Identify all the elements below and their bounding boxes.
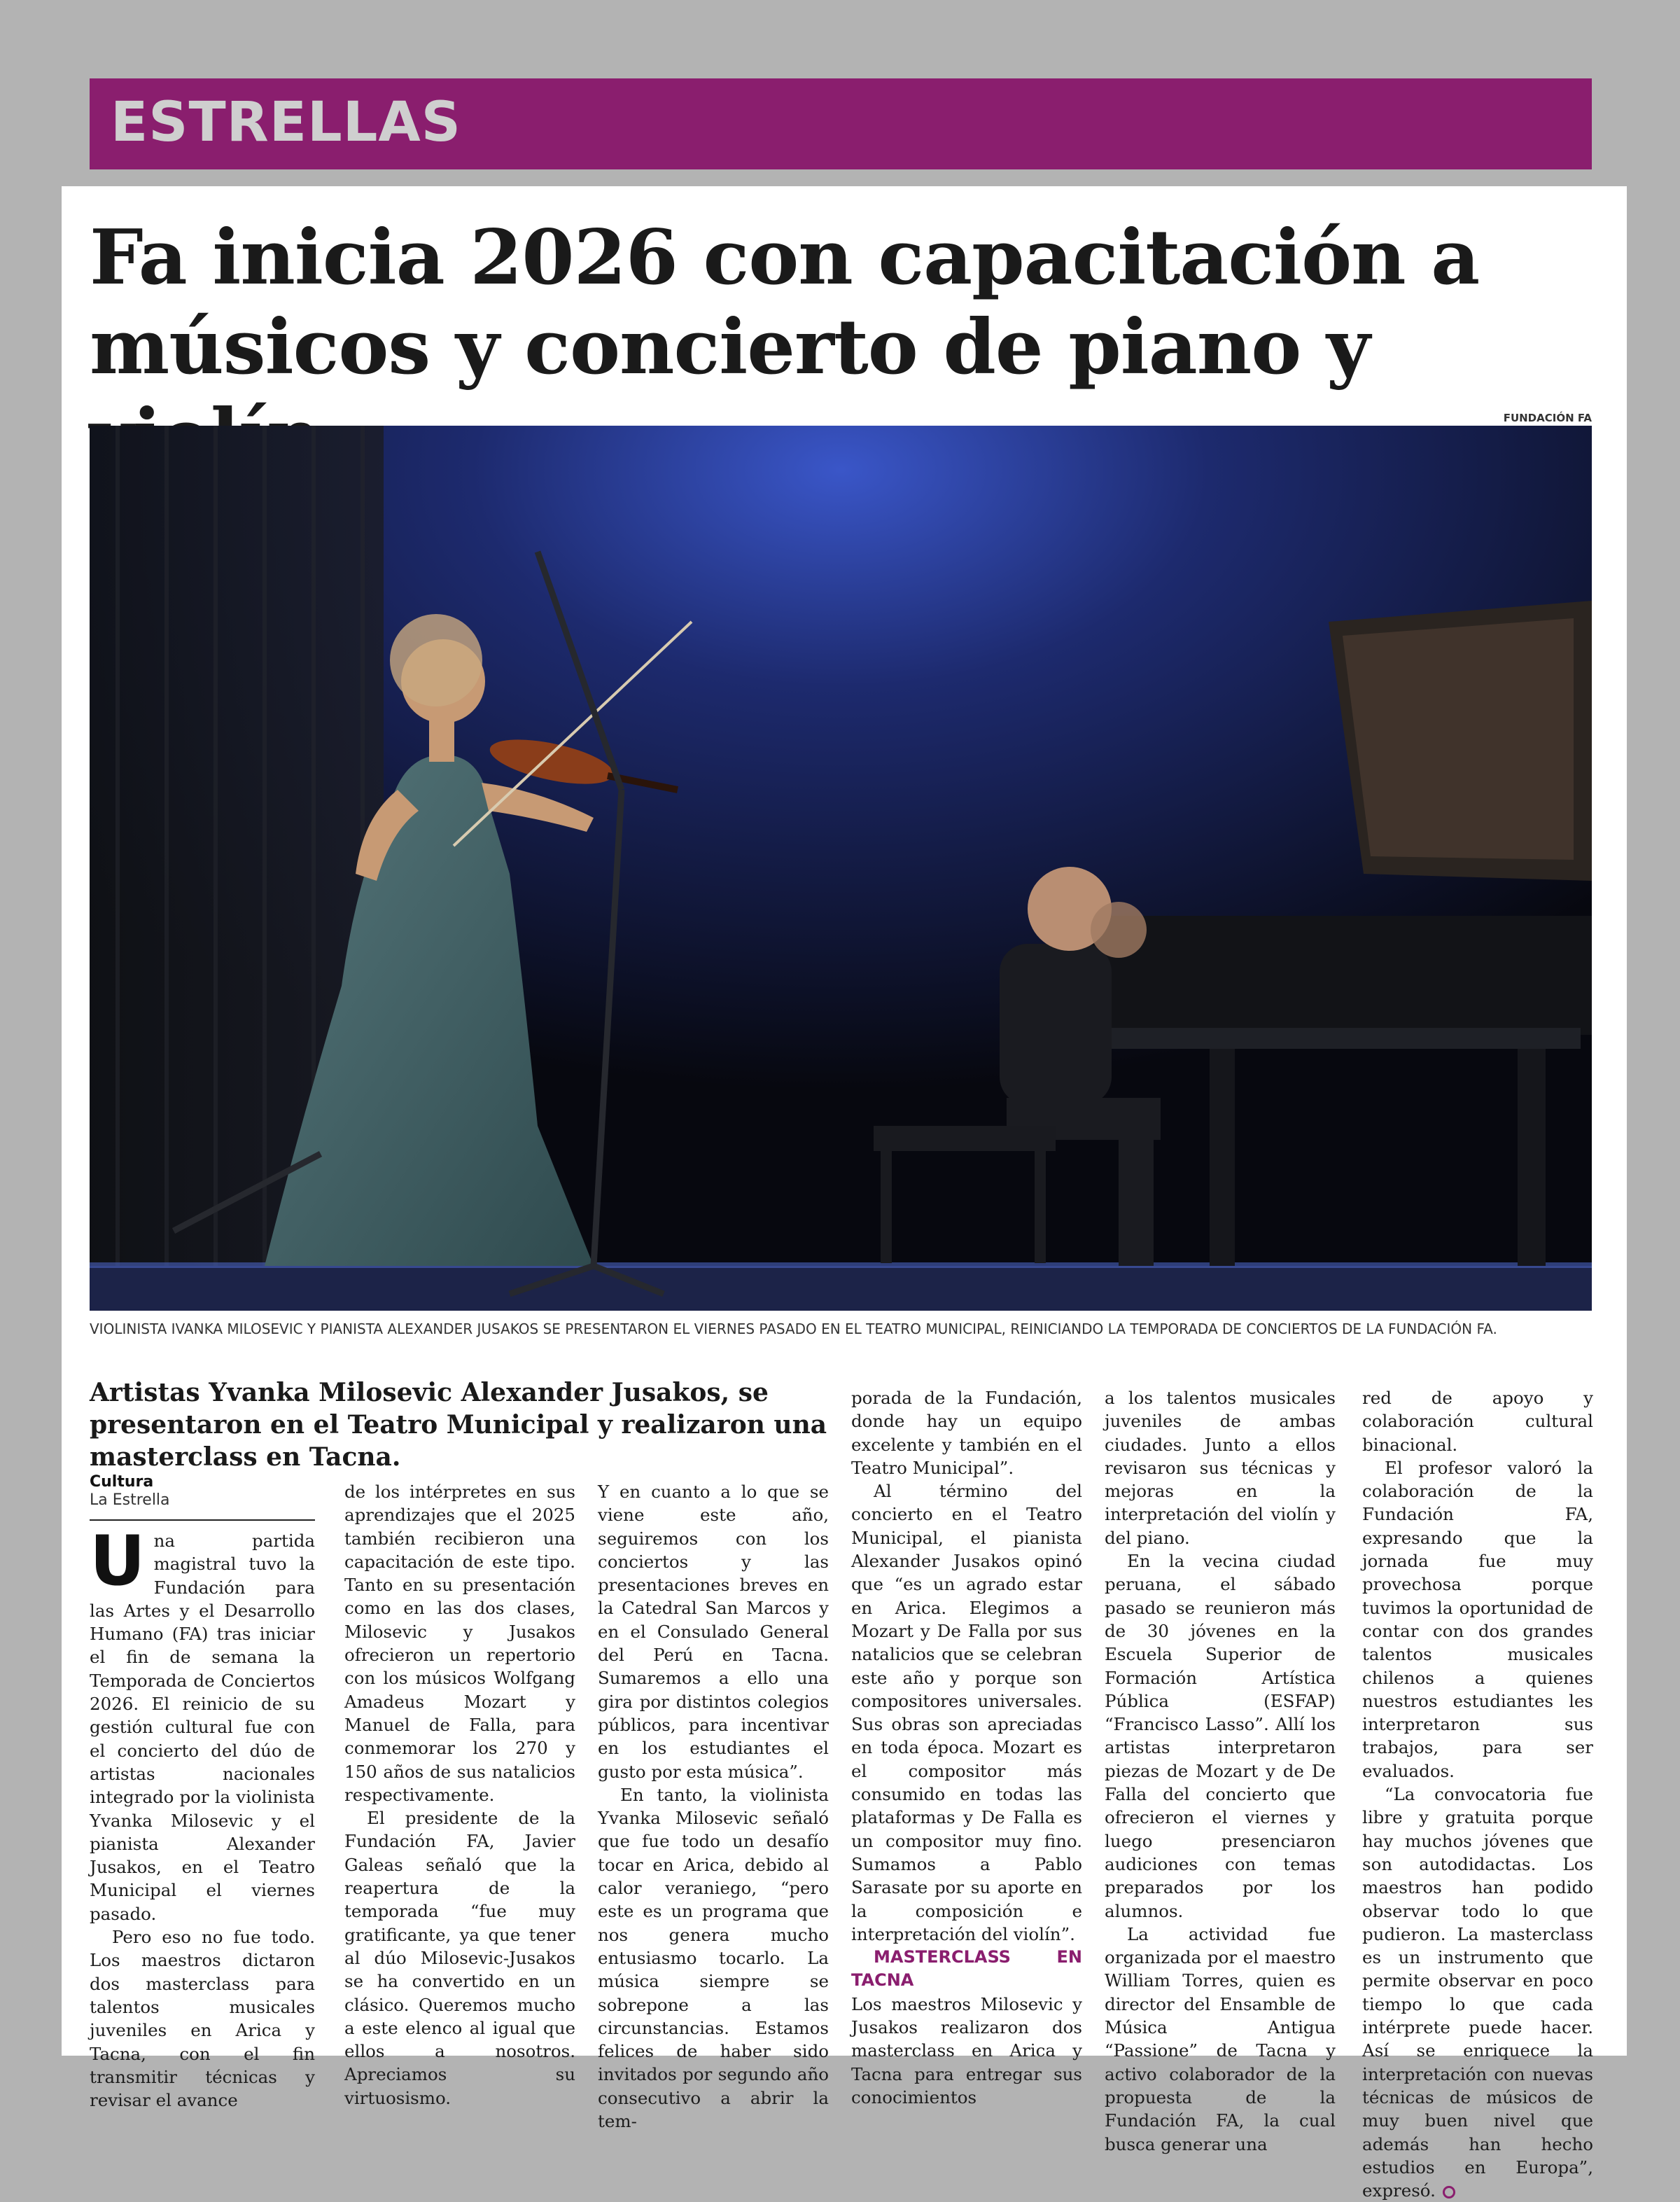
section-title: ESTRELLAS	[111, 91, 461, 154]
paragraph: La actividad fue organizada por el maestro William Torres, quien es director del Ensamble de Música Antigua “Passione” de Tacna y activo colaborador de la propuesta de la Fundación FA, la cual busca generar una	[1105, 1923, 1336, 2154]
paragraph: Una partida magistral tuvo la Fundación para las Artes y el Desarrollo Humano (FA) tras iniciar el fin de semana la Temporada de Conciertos 2026. El reinicio de su gestión cultural fue con el concierto del dúo de artistas nacionales integrado por la violinista Yvanka Milosevic y el pianista Alexander Jusakos, en el Teatro Municipal el viernes pasado.	[90, 1521, 315, 1924]
column-2	[344, 1480, 575, 2110]
subhead: MASTERCLASS EN TACNA	[851, 1947, 1082, 1991]
paragraph: de los intérpretes en sus aprendizajes que el 2025 también recibieron una capacitación de este tipo. Tanto en su presentación como en las dos clases, Milosevic y Jusakos ofrecieron un repertorio con los músicos Wolfgang Amadeus Mozart y Manuel de Falla, para conmemorar los 270 y 150 años de sus natalicios respectivamente.	[344, 1482, 575, 1805]
headline: Fa inicia 2026 con capacitación a músicos y concierto de piano y	[90, 214, 1480, 391]
paragraph: Los maestros Milosevic y Jusakos realizaron dos masterclass en Arica y Tacna para entregar sus conocimientos	[851, 1993, 1082, 2107]
column-4	[851, 1386, 1082, 2109]
deck: Artistas Yvanka Milosevic Alexander Jusakos, se presentaron en el Teatro Municipal y realizaron una masterclass en Tacna.	[90, 1378, 827, 1472]
paragraph: red de apoyo y colaboración cultural binacional.	[1362, 1388, 1593, 1455]
column-3	[598, 1480, 829, 2133]
paragraph: “La convocatoria fue libre y gratuita porque hay muchos jóvenes que son autodidactas. Los maestros han podido observar todo lo que pudieron. La masterclass es un instrumento que permite observar en poco tiempo lo que cada intérprete puede hacer. Así se enriquece la interpretación con nuevas técnicas de músicos de muy buen nivel que además han hecho estudios en Europa”, expresó.	[1362, 1784, 1593, 2201]
paragraph: Al término del concierto en el Teatro Municipal, el pianista Alexander Jusakos opinó que “es un agrado estar en Arica. Elegimos a Mozart y De Falla por sus natalicios que se celebran este año y porque son compositores universales. Sus obras son apreciadas en toda época. Mozart es el compositor más consumido en todas las plataformas y De Falla es un compositor muy fino. Sumamos a Pablo Sarasate por su aporte en la composición e interpretación del violín”.	[851, 1481, 1082, 1944]
paragraph: a los talentos musicales juveniles de ambas ciudades. Junto a ellos revisaron sus técnicas y mejoras en la interpretación del violín y del piano.	[1105, 1388, 1336, 1548]
column-1	[90, 1521, 315, 2112]
paragraph: Y en cuanto a lo que se viene este año, seguiremos con los conciertos y las presentaciones breves en la Catedral San Marcos y en el Consulado General del Perú en Tacna. Sumaremos a ello una gira por distintos colegios públicos, para incentivar en los estudiantes el gusto por esta música”.	[598, 1482, 829, 1782]
paragraph: porada de la Fundación, donde hay un equipo excelente y también en el Teatro Municipal”.	[851, 1388, 1082, 1478]
newspaper-page	[62, 186, 1627, 2201]
photo-credit: FUNDACIÓN FA	[1503, 412, 1592, 424]
paragraph: El presidente de la Fundación FA, Javier Galeas señaló que la reapertura de la temporada “fue muy gratificante, ya que tener al dúo Milosevic-Jusakos se ha convertido en un clásico. Queremos mucho a este elenco al igual que ellos a nosotros. Apreciamos su virtuosismo.	[344, 1808, 575, 2108]
paragraph: En tanto, la violinista Yvanka Milosevic señaló que fue todo un desafío tocar en Arica, debido al calor veraniego, “pero este es un programa que nos genera mucho entusiasmo tocarlo. La música siempre se sobrepone a las circunstancias. Estamos felices de haber sido invitados por segundo año consecutivo a abrir la tem-	[598, 1784, 829, 2132]
byline-author: La Estrella	[90, 1491, 170, 1509]
byline-rule	[90, 1519, 315, 1521]
concert-photo	[90, 426, 1592, 1311]
byline-section: Cultura	[90, 1473, 154, 1491]
column-5	[1105, 1386, 1336, 2156]
paragraph: El profesor valoró la colaboración de la Fundación FA, expresando que la jornada fue muy provechosa porque tuvimos la oportunidad de contar con dos grandes talentos musicales chilenos a quienes nuestros estudiantes les interpretaron sus trabajos, para ser evaluados.	[1362, 1457, 1593, 1781]
column-6	[1362, 1386, 1593, 2202]
section-bar	[90, 78, 1592, 169]
paragraph: En la vecina ciudad peruana, el sábado pasado se reunieron más de 30 jóvenes en la Escuela Superior de Formación Artística Pública (ESFAP) “Francisco Lasso”. Allí los artistas interpretaron piezas de Mozart y de De Falla del concierto que ofrecieron el viernes y luego presenciaron audiciones con temas preparados por los alumnos.	[1105, 1551, 1336, 1921]
concert-photo-illustration	[90, 426, 1592, 1311]
paragraph: Pero eso no fue todo. Los maestros dictaron dos masterclass para talentos musicales juveniles en Arica y Tacna, con el fin transmitir técnicas y revisar el avance	[90, 1927, 315, 2111]
photo-caption: VIOLINISTA IVANKA MILOSEVIC Y PIANISTA ALEXANDER JUSAKOS SE PRESENTARON EL VIERNES PASADO EN EL TEATRO MUNICIPAL, REINICIANDO LA TEMPORADA DE CONCIERTOS DE LA FUNDACIÓN FA.	[90, 1320, 1497, 1337]
end-of-article-icon	[1443, 2186, 1455, 2198]
drop-cap: U	[90, 1521, 146, 1601]
